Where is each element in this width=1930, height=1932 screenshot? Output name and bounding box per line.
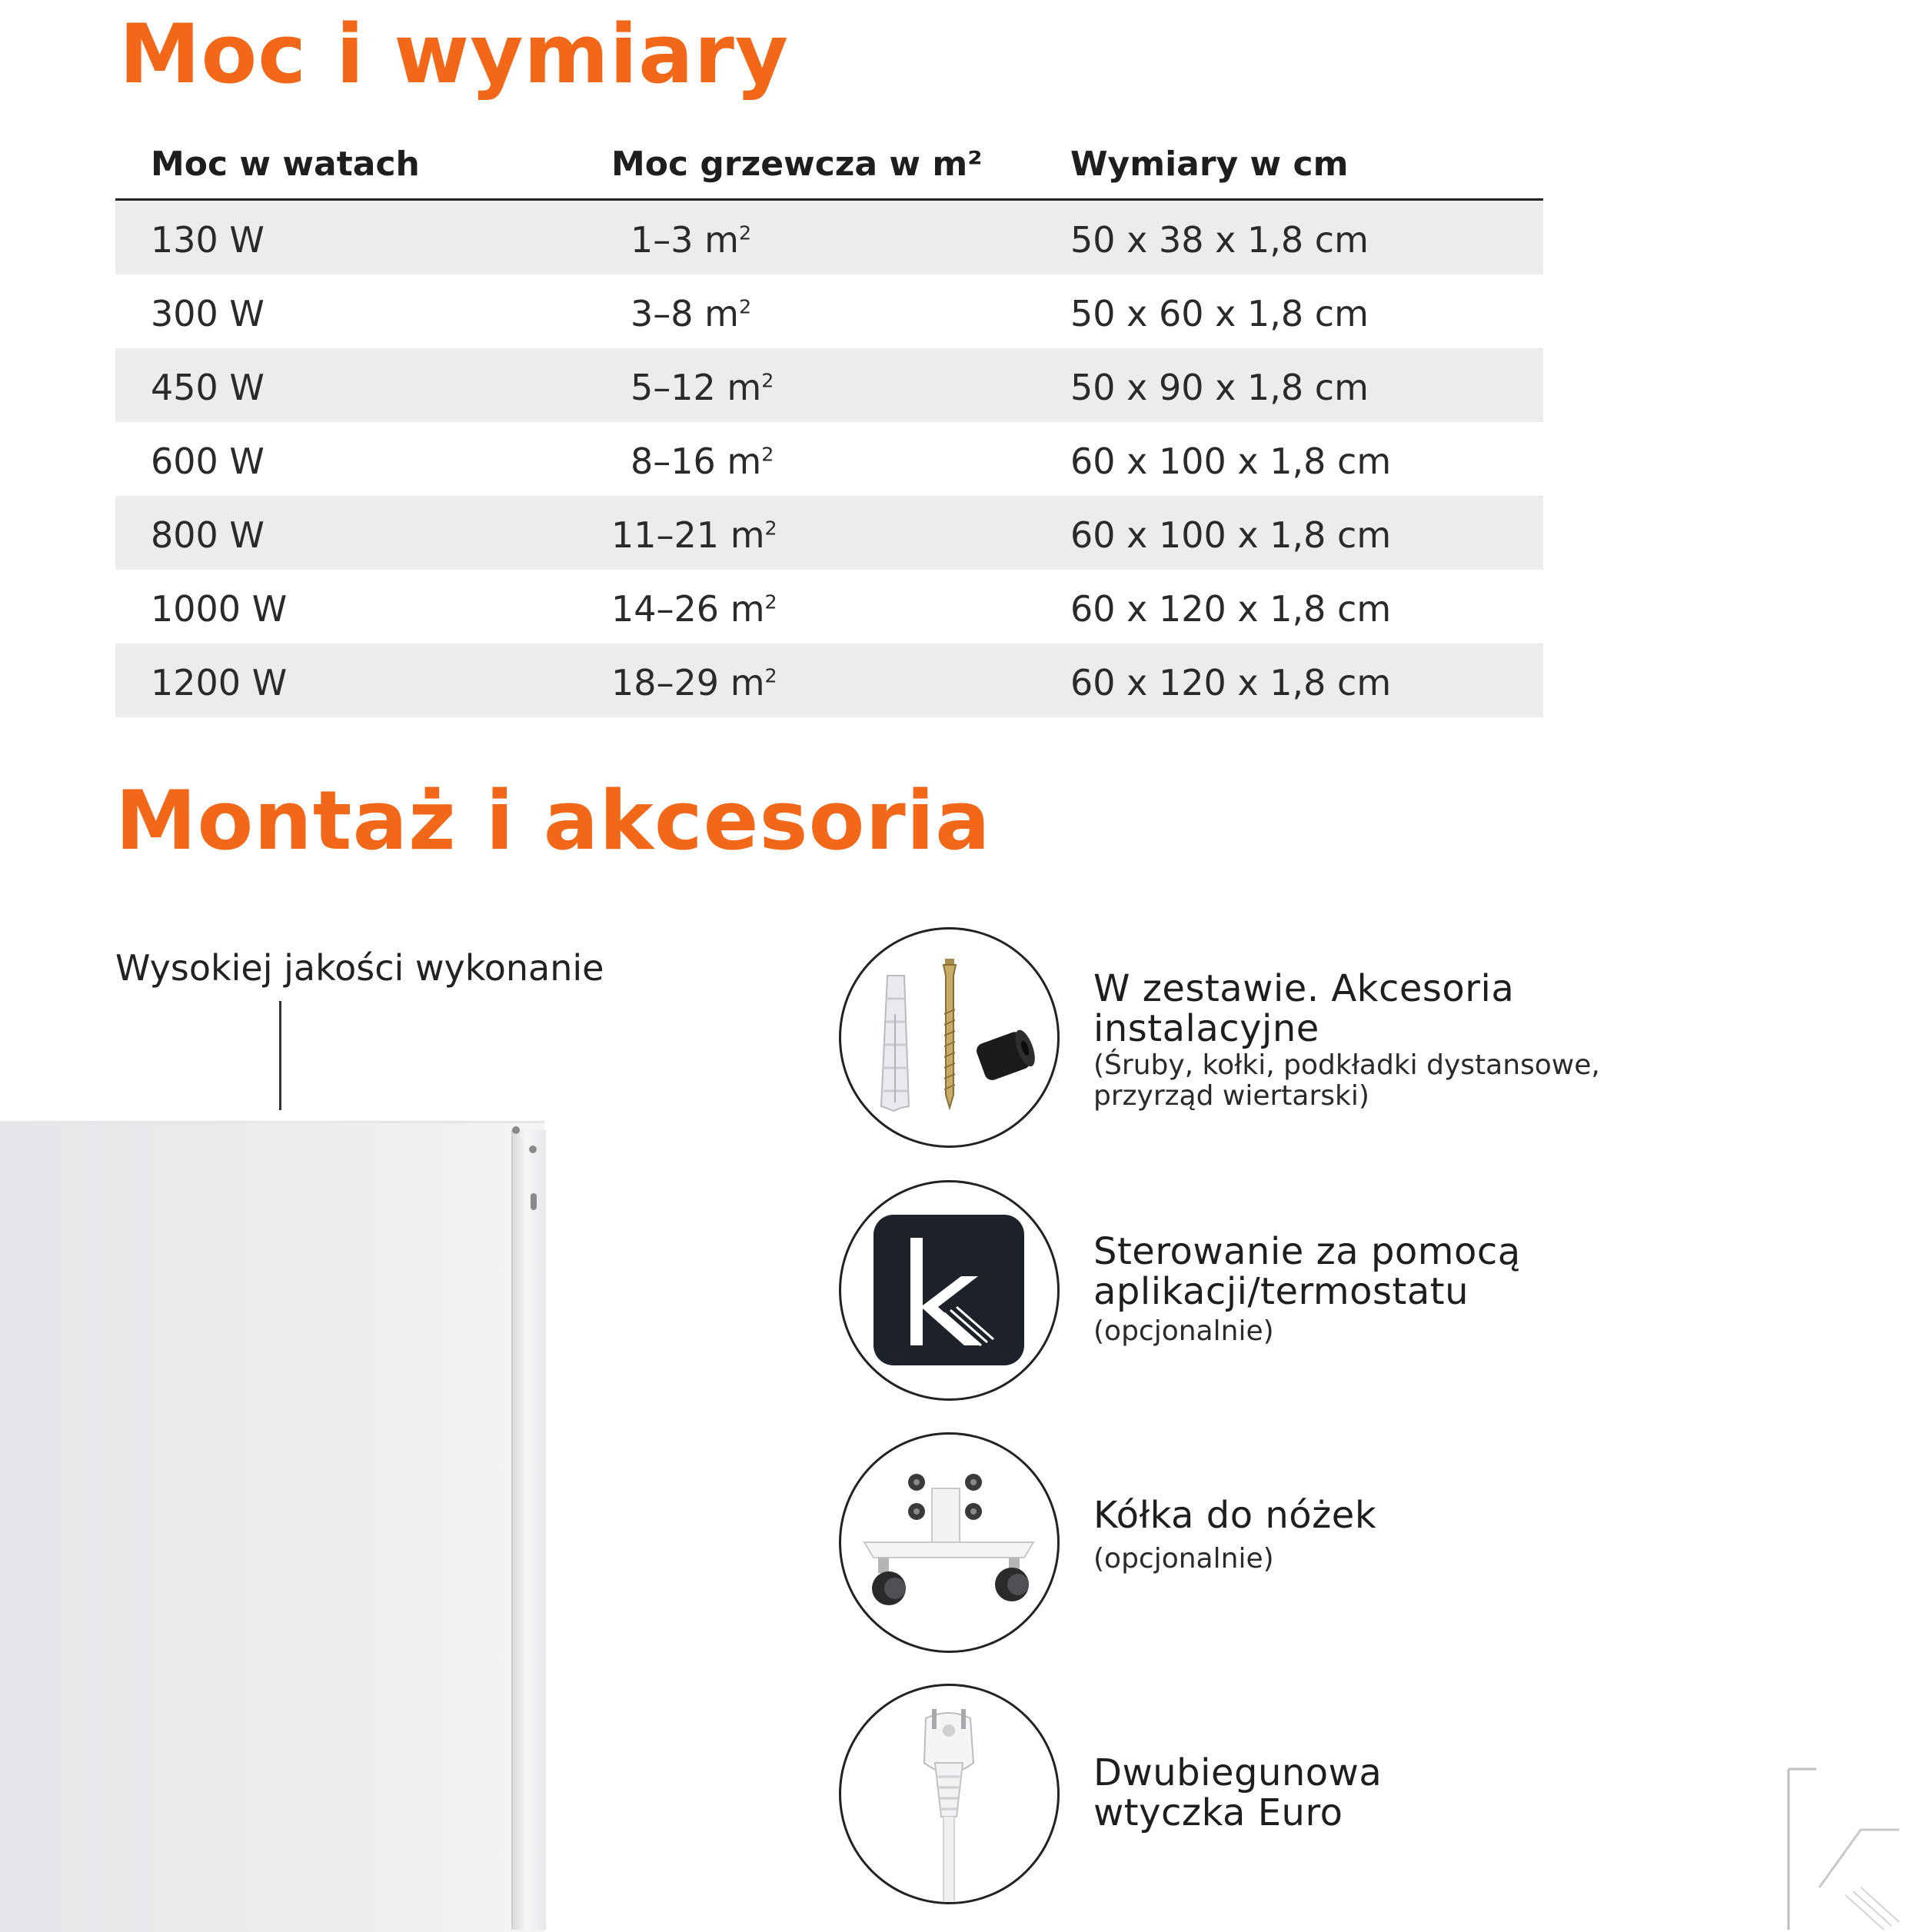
wheels-icon (839, 1432, 1060, 1653)
header-heating-area: Moc grzewcza w m² (611, 145, 983, 184)
accessory-subtitle: (opcjonalnie) (1093, 1315, 1274, 1347)
heater-panel-image (0, 1121, 544, 1932)
table-row (115, 274, 1543, 348)
cell-dimensions: 60 x 100 x 1,8 cm (1070, 441, 1392, 482)
cell-heating-area: 11–21 $m^2$ (611, 514, 777, 556)
section-title-power: Moc i wymiary (119, 7, 789, 101)
panel-screw (512, 1126, 520, 1134)
cell-dimensions: 50 x 60 x 1,8 cm (1070, 293, 1369, 334)
callout-line (279, 1001, 281, 1110)
accessory-subtitle: (opcjonalnie) (1093, 1543, 1274, 1575)
cell-power: 1000 W (151, 588, 288, 630)
cell-heating-area: 3–8 $m^2$ (631, 293, 752, 334)
table-row (115, 570, 1543, 643)
table-row (115, 496, 1543, 570)
cell-heating-area: 14–26 $m^2$ (611, 588, 777, 630)
table-row (115, 348, 1543, 422)
cell-dimensions: 60 x 100 x 1,8 cm (1070, 514, 1392, 556)
cell-dimensions: 50 x 38 x 1,8 cm (1070, 219, 1369, 261)
screws-icon (839, 927, 1060, 1148)
header-power: Moc w watach (151, 145, 420, 184)
table-header (115, 131, 1543, 201)
cell-dimensions: 60 x 120 x 1,8 cm (1070, 588, 1392, 630)
cell-power: 1200 W (151, 662, 288, 703)
cell-heating-area: 1–3 $m^2$ (631, 219, 752, 261)
accessory-title: Sterowanie za pomocą aplikacji/termostatu (1093, 1230, 1521, 1313)
header-dimensions: Wymiary w cm (1070, 145, 1349, 184)
cell-dimensions: 60 x 120 x 1,8 cm (1070, 662, 1392, 703)
app-icon (839, 1180, 1060, 1401)
plug-icon (839, 1684, 1060, 1904)
table-row (115, 201, 1543, 274)
table-row (115, 643, 1543, 717)
cell-heating-area: 8–16 $m^2$ (631, 441, 774, 482)
panel-bracket (531, 1193, 537, 1210)
accessory-title: Kółka do nóżek (1093, 1494, 1377, 1537)
accessory-title: Dwubiegunowa wtyczka Euro (1093, 1751, 1383, 1834)
section-title-mounting: Montaż i akcesoria (115, 773, 991, 868)
cell-power: 800 W (151, 514, 265, 556)
panel-screw (529, 1146, 537, 1153)
cell-heating-area: 5–12 $m^2$ (631, 367, 774, 408)
table-row (115, 422, 1543, 496)
cell-dimensions: 50 x 90 x 1,8 cm (1070, 367, 1369, 408)
cell-heating-area: 18–29 $m^2$ (611, 662, 777, 703)
quality-callout-label: Wysokiej jakości wykonanie (115, 947, 604, 989)
cell-power: 600 W (151, 441, 265, 482)
cell-power: 130 W (151, 219, 265, 261)
brand-watermark-icon (1784, 1764, 1930, 1930)
accessory-title: W zestawie. Akcesoria instalacyjne (1093, 967, 1515, 1050)
cell-power: 450 W (151, 367, 265, 408)
cell-power: 300 W (151, 293, 265, 334)
accessory-subtitle: (Śruby, kołki, podkładki dystansowe, przyrząd wiertarski) (1093, 1049, 1600, 1112)
k-logo-icon (873, 1215, 1024, 1365)
heater-panel-edge (511, 1130, 546, 1930)
power-dimensions-table (115, 131, 1543, 717)
